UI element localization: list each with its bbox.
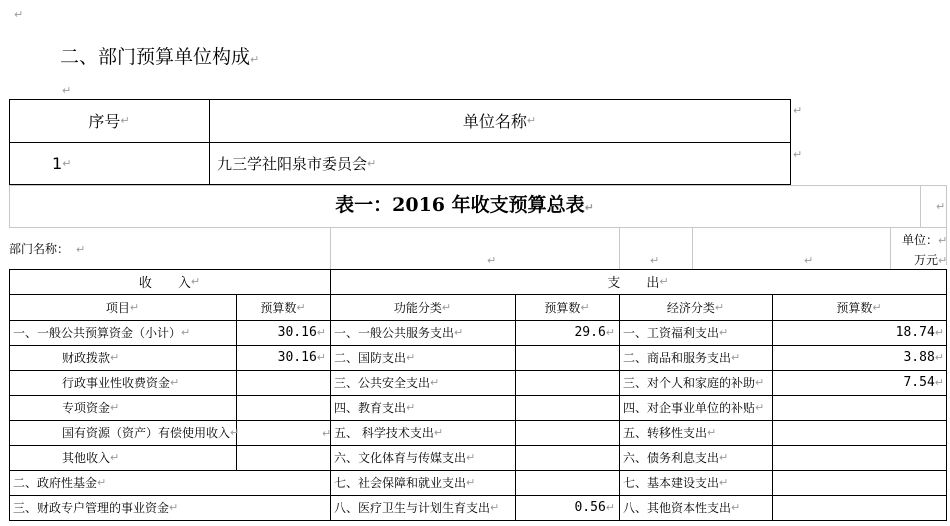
budget-table-title: 表一：2016 年收支预算总表↵	[335, 194, 594, 216]
col-header-economic: 经济分类 ↵	[666, 300, 725, 315]
unit-table-header-index: 序号 ↵	[88, 112, 130, 131]
economic-item: 八、其他资本性支出 ↵	[623, 501, 741, 515]
income-item: 国有资源（资产）有偿使用收入 ↵	[62, 426, 240, 440]
economic-budget: 7.54 ↵	[903, 375, 944, 390]
unit-table-cell-name: 九三学社阳泉市委员会 ↵	[217, 154, 377, 173]
economic-budget: 3.88 ↵	[903, 350, 944, 365]
income-item: 专项资金 ↵	[62, 401, 120, 415]
col-header-budget-income: 预算数 ↵	[260, 300, 306, 315]
col-header-item: 项目 ↵	[105, 300, 140, 315]
function-budget: 29.6 ↵	[574, 325, 615, 340]
income-item: 三、财政专户管理的事业资金 ↵	[13, 501, 179, 515]
function-item: 二、国防支出 ↵	[334, 351, 416, 365]
paragraph-mark: ↵	[14, 8, 24, 21]
income-item: 一、一般公共预算资金（小计） ↵	[13, 326, 191, 340]
income-item: 财政拨款 ↵	[62, 351, 120, 365]
section-heading: 二、部门预算单位构成↵	[60, 46, 260, 68]
expense-header: 支 出 ↵	[607, 275, 669, 291]
economic-item: 二、商品和服务支出 ↵	[623, 351, 741, 365]
function-item: 六、文化体育与传媒支出 ↵	[334, 451, 476, 465]
function-item: 五、 科学技术支出 ↵	[334, 426, 444, 440]
economic-budget: 18.74 ↵	[895, 325, 944, 340]
income-item: 行政事业性收费资金 ↵	[62, 376, 180, 390]
economic-item: 六、债务利息支出 ↵	[623, 451, 729, 465]
unit-label: 单位：↵	[902, 233, 948, 247]
economic-item: 一、工资福利支出 ↵	[623, 326, 729, 340]
function-item: 八、医疗卫生与计划生育支出 ↵	[334, 501, 500, 515]
col-header-budget-economic: 预算数 ↵	[836, 300, 882, 315]
function-item: 四、教育支出 ↵	[334, 401, 416, 415]
function-item: 一、一般公共服务支出 ↵	[334, 326, 464, 340]
economic-item: 七、基本建设支出 ↵	[623, 476, 729, 490]
unit-table-header-name: 单位名称 ↵	[462, 112, 537, 131]
unit-value: 万元↵	[914, 253, 948, 267]
income-budget: 30.16 ↵	[277, 350, 326, 365]
col-header-function: 功能分类 ↵	[393, 300, 452, 315]
function-item: 三、公共安全支出 ↵	[334, 376, 440, 390]
income-item: 二、政府性基金 ↵	[13, 476, 107, 490]
income-item: 其他收入 ↵	[62, 451, 120, 465]
income-header: 收 入 ↵	[138, 275, 201, 291]
unit-table-cell-index: 1 ↵	[52, 153, 72, 173]
col-header-budget-function: 预算数 ↵	[544, 300, 590, 315]
economic-item: 五、转移性支出 ↵	[623, 426, 717, 440]
dept-name-label: 部门名称： ↵	[9, 242, 86, 256]
economic-item: 四、对企事业单位的补贴 ↵	[623, 401, 765, 415]
paragraph-mark: ↵	[62, 84, 72, 97]
function-item: 七、社会保障和就业支出 ↵	[334, 476, 476, 490]
economic-item: 三、对个人和家庭的补助 ↵	[623, 376, 765, 390]
function-budget: 0.56 ↵	[574, 500, 615, 515]
income-budget: 30.16 ↵	[277, 325, 326, 340]
